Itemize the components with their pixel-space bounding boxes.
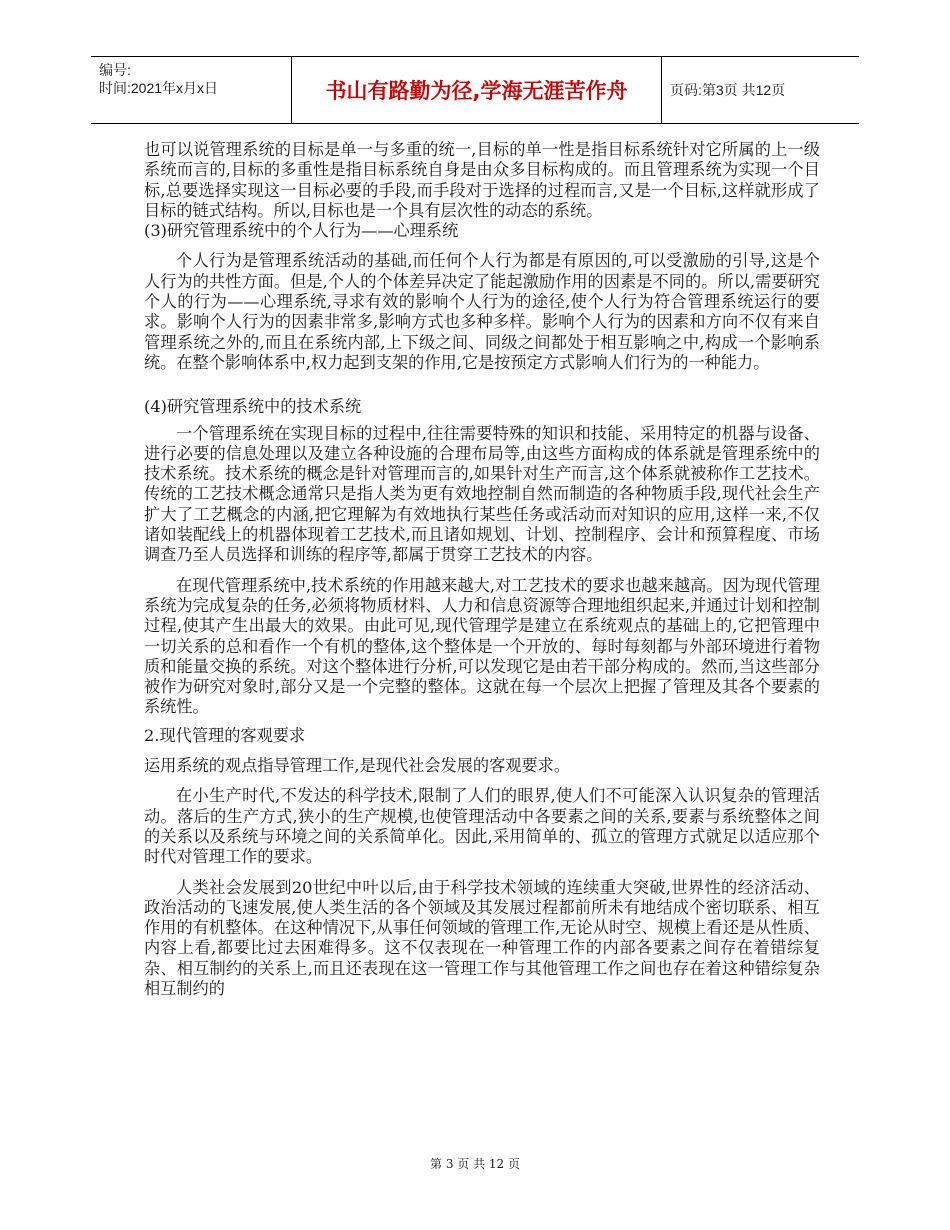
paragraph-small-production: 在小生产时代,不发达的科学技术,限制了人们的眼界,使人们不可能深入认识复杂的管理活动。落后的生产方式,狭小的生产规模,也使管理活动中各要素之间的关系,要素与系统整体之间的关系以及系统与环境之间的关系简单化。因此,采用简单的、孤立的管理方式就足以适应那个时代对管理工作的要求。 <box>144 786 820 867</box>
heading-technical-system: (4)研究管理系统中的技术系统 <box>144 397 362 417</box>
document-body <box>144 140 820 999</box>
heading-objective-requirements: 2.现代管理的客观要求 <box>144 725 306 745</box>
paragraph-goal-system: 也可以说管理系统的目标是单一与多重的统一,目标的单一性是指目标系统针对它所属的上一级系统而言的,目标的多重性是指目标系统自身是由众多目标构成的。而且管理系统为实现一个目标,总要选择实现这一目标必要的手段,而手段对于选择的过程而言,又是一个目标,这样就形成了目标的链式结构。所以,目标也是一个具有层次性的动态的系统。 <box>144 140 820 220</box>
page-footer: 第 3 页 共 12 页 <box>430 1157 520 1171</box>
paragraph-technical-system: 一个管理系统在实现目标的过程中,往往需要特殊的知识和技能、采用特定的机器与设备、进行必要的信息处理以及建立各种设施的合理布局等,由这些方面构成的体系就是管理系统中的技术系统。技术系统的概念是针对管理而言的,如果针对生产而言,这个体系就被称作工艺技术。传统的工艺技术概念通常只是指人类为更有效地控制自然而制造的各种物质手段,现代社会生产扩大了工艺概念的内涵,把它理解为有效地执行某些任务或活动而对知识的应用,这样一来,不仅诸如装配线上的机器体现着工艺技术,而且诸如规划、计划、控制程序、会计和预算程度、市场调查乃至人员选择和训练的程序等,都属于贯穿工艺技术的内容。 <box>144 423 820 565</box>
header-motto: 书山有路勤为径,学海无涯苦作舟 <box>292 57 662 123</box>
header-meta <box>91 57 292 123</box>
heading-psychological-system: (3)研究管理系统中的个人行为——心理系统 <box>144 221 459 241</box>
document-time-label: 时间:2021年x月x日 <box>99 80 219 96</box>
paragraph-modern-management: 在现代管理系统中,技术系统的作用越来越大,对工艺技术的要求也越来越高。因为现代管理系统为完成复杂的任务,必须将物质材料、人力和信息资源等合理地组织起来,并通过计划和控制过程,使其产生出最大的效果。由此可见,现代管理学是建立在系统观点的基础上的,它把管理中一切关系的总和看作一个有机的整体,这个整体是一个开放的、每时每刻都与外部环境进行着物质和能量交换的系统。对这个整体进行分析,可以发现它是由若干部分构成的。然而,当这些部分被作为研究对象时,部分又是一个完整的整体。这就在每一个层次上把握了管理及其各个要素的系统性。 <box>144 575 820 717</box>
page-header <box>91 56 859 124</box>
paragraph-twentieth-century: 人类社会发展到20世纪中叶以后,由于科学技术领域的连续重大突破,世界性的经济活动、政治活动的飞速发展,使人类生活的各个领域及其发展过程都前所未有地结成个密切联系、相互作用的有机整体。在这种情况下,从事任何领域的管理工作,无论从时空、规模上看还是从性质、内容上看,都要比过去困难得多。这不仅表现在一种管理工作的内部各要素之间存在着错综复杂、相互制约的关系上,而且还表现在这一管理工作与其他管理工作之间也存在着这种错综复杂相互制约的 <box>144 877 820 998</box>
paragraph-system-viewpoint: 运用系统的观点指导管理工作,是现代社会发展的客观要求。 <box>144 756 571 776</box>
header-page-info: 页码:第3页 共12页 <box>670 82 786 98</box>
paragraph-individual-behavior: 个人行为是管理系统活动的基础,而任何个人行为都是有原因的,可以受激励的引导,这是个人行为的共性方面。但是,个人的个体差异决定了能起激励作用的因素是不同的。所以,需要研究个人的行为——心理系统,寻求有效的影响个人行为的途径,使个人行为符合管理系统运行的要求。影响个人行为的因素非常多,影响方式也多种多样。影响个人行为的因素和方向不仅有来自管理系统之外的,而且在系统内部,上下级之间、同级之间都处于相互影响之中,构成一个影响系统。在整个影响体系中,权力起到支架的作用,它是按预定方式影响人们行为的一种能力。 <box>144 251 820 372</box>
document-number-label: 编号: <box>99 62 131 78</box>
